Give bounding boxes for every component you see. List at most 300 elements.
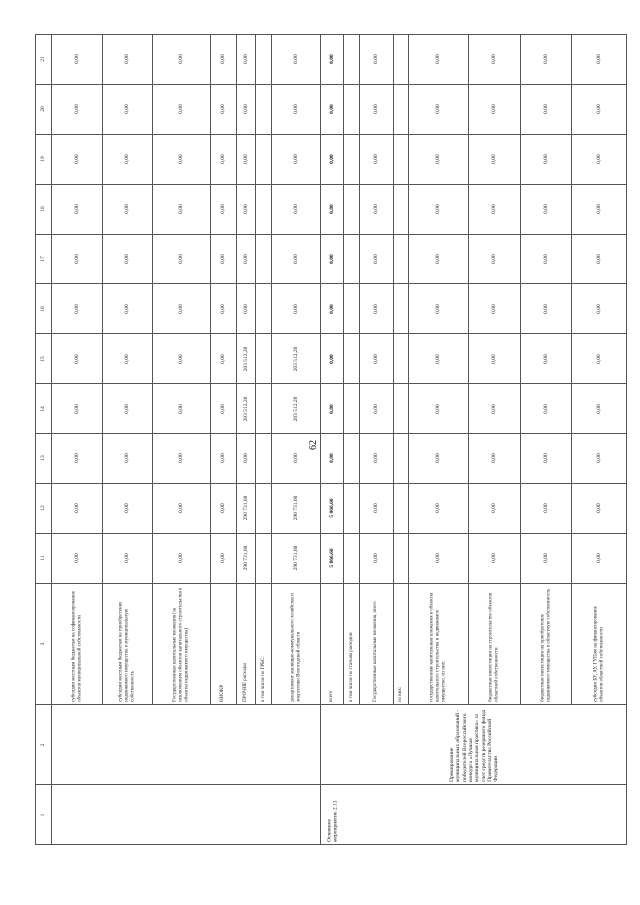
value-cell (256, 234, 272, 284)
budget-table-rotated (35, 34, 627, 844)
row-label: из них: (397, 686, 403, 702)
value-cell (271, 35, 320, 85)
value-cell (103, 533, 152, 583)
value-cell (321, 284, 344, 334)
cell-value: 0,00 (73, 403, 80, 414)
value-cell (152, 334, 210, 384)
cell-value: 0,00 (435, 304, 442, 314)
cell-value: 290 731,60 (292, 545, 299, 571)
row-label: субсидии местным бюджетам на софинансирование объектов муниципальной собственности (71, 590, 82, 702)
cell-value: 0,00 (124, 553, 131, 563)
column-number: 17 (40, 256, 47, 262)
value-cell (359, 384, 393, 434)
column-number-header (36, 234, 52, 284)
value-cell (572, 134, 627, 184)
column-number: 13 (40, 455, 47, 462)
cell-value: 0,00 (124, 104, 131, 115)
cell-value: 0,00 (491, 104, 498, 115)
cell-value: 0,00 (178, 304, 185, 314)
cell-value: 0,00 (292, 204, 299, 214)
value-cell (236, 234, 255, 284)
value-cell (409, 184, 469, 234)
column-number-header (36, 334, 52, 384)
cell-value: 0,00 (124, 54, 131, 65)
value-cell (103, 384, 152, 434)
row-label-cell (256, 583, 272, 705)
value-cell (152, 284, 210, 334)
value-cell (393, 483, 409, 533)
value-cell (103, 234, 152, 284)
value-cell (344, 234, 360, 284)
value-cell (51, 234, 103, 284)
value-cell (409, 84, 469, 134)
cell-value: 0,00 (373, 154, 380, 164)
value-cell (344, 384, 360, 434)
value-cell (393, 234, 409, 284)
column-number: 2 (40, 743, 47, 747)
cell-value: 0,00 (178, 154, 185, 164)
value-cell (321, 483, 344, 533)
cell-value: 0,00 (243, 453, 250, 464)
cell-value: 0,00 (73, 304, 80, 314)
column-number-header (36, 284, 52, 334)
cell-value: 0,00 (292, 104, 299, 115)
value-cell (409, 384, 469, 434)
row-label-cell (572, 583, 627, 705)
value-cell (344, 334, 360, 384)
value-cell (468, 84, 520, 134)
cell-value: 0,00 (243, 204, 250, 214)
value-cell (520, 334, 572, 384)
value-cell (321, 533, 344, 583)
column-number-header (36, 533, 52, 583)
value-cell (359, 483, 393, 533)
value-cell (256, 334, 272, 384)
value-cell (210, 284, 236, 334)
value-cell (271, 434, 320, 484)
value-cell (271, 533, 320, 583)
cell-value: 0,00 (178, 503, 185, 514)
value-cell (393, 533, 409, 583)
cell-value: 0,00 (435, 403, 442, 414)
value-cell (409, 134, 469, 184)
cell-value: 0,00 (178, 553, 185, 563)
table-row (36, 184, 627, 234)
cell-value: 0,00 (243, 254, 250, 264)
row-label-cell (210, 583, 236, 705)
value-cell (572, 384, 627, 434)
cell-value: 0,00 (124, 503, 131, 514)
value-cell (271, 234, 320, 284)
cell-value: 0,00 (542, 353, 549, 364)
cell-value: 0,00 (373, 54, 380, 65)
row-label-cell (520, 583, 572, 705)
value-cell (359, 234, 393, 284)
cell-value: 0,00 (542, 453, 549, 464)
value-cell (572, 334, 627, 384)
value-cell (344, 184, 360, 234)
value-cell (520, 284, 572, 334)
cell-value: 0,00 (435, 204, 442, 214)
cell-value: 0,00 (73, 154, 80, 164)
cell-value: 290 731,60 (292, 495, 299, 521)
value-cell (468, 35, 520, 85)
cell-value: 0,00 (596, 254, 603, 264)
value-cell (210, 234, 236, 284)
cell-value: 203 512,20 (292, 346, 299, 372)
column-number: 15 (40, 355, 47, 362)
value-cell (103, 284, 152, 334)
cell-value: 0,00 (73, 353, 80, 364)
value-cell (409, 483, 469, 533)
cell-value: 0,00 (220, 353, 227, 364)
cell-value: 0,00 (596, 204, 603, 214)
cell-value: 0,00 (73, 453, 80, 464)
value-cell (344, 434, 360, 484)
cell-value: 0,00 (435, 154, 442, 164)
cell-value: 0,00 (220, 553, 227, 563)
cell-value: 0,00 (373, 453, 380, 464)
cell-value: 0,00 (373, 254, 380, 264)
cell-value: 0,00 (542, 204, 549, 214)
table-row (36, 35, 627, 85)
value-cell (271, 334, 320, 384)
value-cell (520, 384, 572, 434)
table-row (36, 483, 627, 533)
cell-value: 0,00 (124, 403, 131, 414)
value-cell (51, 184, 103, 234)
cell-value: 0,00 (435, 104, 442, 115)
value-cell (359, 35, 393, 85)
column-number-header (36, 705, 52, 785)
value-cell (468, 234, 520, 284)
value-cell (468, 533, 520, 583)
cell-value: 0,00 (178, 104, 185, 115)
column-number: 1 (40, 813, 47, 816)
cell-value: 0,00 (373, 304, 380, 314)
cell-value: 0,00 (542, 154, 549, 164)
value-cell (572, 234, 627, 284)
value-cell (103, 334, 152, 384)
value-cell (393, 434, 409, 484)
value-cell (236, 84, 255, 134)
value-cell (409, 533, 469, 583)
row-label-cell (103, 583, 152, 705)
cell-value: 0,00 (329, 403, 336, 414)
value-cell (236, 483, 255, 533)
value-cell (359, 184, 393, 234)
row-label: субсидии местным бюджетам на приобретение недвижимого имущества в муниципальную собственность (118, 601, 136, 702)
value-cell (572, 533, 627, 583)
cell-value: 0,00 (596, 453, 603, 464)
cell-value: 0,00 (178, 453, 185, 464)
value-cell (409, 234, 469, 284)
value-cell (103, 184, 152, 234)
cell-value: 0,00 (124, 154, 131, 164)
value-cell (210, 434, 236, 484)
row-label: бюджетные инвестиции на приобретение недвижимого имущества в областную собственность (540, 588, 551, 702)
cell-value: 0,00 (220, 403, 227, 414)
value-cell (271, 184, 320, 234)
value-cell (344, 84, 360, 134)
cell-value: 0,00 (178, 403, 185, 414)
value-cell (51, 35, 103, 85)
value-cell (152, 234, 210, 284)
cell-value: 0,00 (596, 353, 603, 364)
value-cell (271, 84, 320, 134)
cell-value: 0,00 (491, 254, 498, 264)
value-cell (103, 434, 152, 484)
value-cell (51, 284, 103, 334)
table-row (36, 334, 627, 384)
cell-value: 0,00 (220, 104, 227, 115)
event-code-cell (321, 785, 627, 845)
cell-value: 0,00 (373, 503, 380, 514)
value-cell (51, 384, 103, 434)
row-label: субсидии БУ, АУ, ГУПам на финансирование объектов областной собственности (593, 606, 605, 702)
cell-value: 0,00 (491, 503, 498, 514)
row-label-cell (271, 583, 320, 705)
cell-value: 0,00 (73, 503, 80, 514)
label-row (36, 583, 627, 705)
previous-event-code-cell (51, 785, 321, 845)
value-cell (572, 84, 627, 134)
value-cell (468, 483, 520, 533)
value-cell (256, 284, 272, 334)
row-label-cell (409, 583, 469, 705)
value-cell (393, 184, 409, 234)
table-row (36, 84, 627, 134)
value-cell (236, 434, 255, 484)
value-cell (210, 134, 236, 184)
event-name-cell (321, 705, 627, 785)
cell-value: 203 512,20 (292, 396, 299, 421)
value-cell (152, 84, 210, 134)
value-cell (152, 483, 210, 533)
value-cell (359, 284, 393, 334)
value-cell (271, 384, 320, 434)
cell-value: 0,00 (292, 304, 299, 314)
cell-value: 0,00 (220, 154, 227, 164)
value-cell (359, 84, 393, 134)
cell-value: 0,00 (292, 154, 299, 164)
value-cell (321, 384, 344, 434)
value-cell (321, 35, 344, 85)
column-number-header (36, 434, 52, 484)
event-code-row (36, 785, 627, 845)
value-cell (393, 35, 409, 85)
value-cell (572, 35, 627, 85)
cell-value: 0,00 (491, 154, 498, 164)
value-cell (51, 334, 103, 384)
value-cell (359, 334, 393, 384)
row-label-cell (236, 583, 255, 705)
row-label: Государственные капитальные вложения (за исключением объектов капитального строительства в объекты недвижимого имущества) (172, 587, 190, 702)
cell-value: 0,00 (329, 104, 336, 115)
cell-value: 0,00 (596, 553, 603, 563)
table-row (36, 533, 627, 583)
value-cell (520, 134, 572, 184)
value-cell (271, 284, 320, 334)
value-cell (468, 284, 520, 334)
cell-value: 0,00 (542, 104, 549, 115)
cell-value: 0,00 (542, 304, 549, 314)
previous-event-name-cell (51, 705, 321, 785)
value-cell (236, 533, 255, 583)
row-label: в том числе по ГРБС: (260, 656, 266, 702)
cell-value: 0,00 (124, 254, 131, 264)
value-cell (271, 483, 320, 533)
cell-value: 0,00 (329, 453, 336, 464)
cell-value: 0,00 (220, 503, 227, 514)
cell-value: 290 731,60 (243, 545, 250, 571)
event-code: Основное мероприятие 2.13 (326, 800, 340, 842)
value-cell (51, 533, 103, 583)
value-cell (256, 533, 272, 583)
value-cell (572, 483, 627, 533)
column-number-header (36, 785, 52, 845)
value-cell (468, 184, 520, 234)
cell-value: 0,00 (491, 54, 498, 65)
cell-value: 0,00 (435, 54, 442, 65)
cell-value: 0,00 (220, 54, 227, 65)
cell-value: 0,00 (124, 304, 131, 314)
column-number-header (36, 184, 52, 234)
table-row (36, 284, 627, 334)
cell-value: 0,00 (220, 254, 227, 264)
cell-value: 0,00 (220, 304, 227, 314)
value-cell (321, 184, 344, 234)
value-cell (236, 184, 255, 234)
cell-value: 0,00 (491, 304, 498, 314)
cell-value: 0,00 (596, 154, 603, 164)
row-label-cell (468, 583, 520, 705)
cell-value: 0,00 (329, 254, 336, 264)
cell-value: 0,00 (596, 54, 603, 65)
cell-value: 0,00 (329, 353, 336, 364)
cell-value: 0,00 (435, 254, 442, 264)
value-cell (256, 483, 272, 533)
cell-value: 0,00 (373, 553, 380, 563)
cell-value: 290 731,60 (243, 495, 250, 521)
cell-value: 0,00 (329, 304, 336, 314)
value-cell (393, 134, 409, 184)
column-number: 19 (40, 156, 47, 162)
cell-value: 0,00 (243, 154, 250, 164)
value-cell (344, 35, 360, 85)
cell-value: 0,00 (373, 403, 380, 414)
budget-table (35, 34, 627, 845)
column-number: 12 (40, 505, 47, 512)
value-cell (152, 434, 210, 484)
cell-value: 0,00 (124, 453, 131, 464)
value-cell (344, 284, 360, 334)
cell-value: 5 066,60 (329, 498, 336, 518)
value-cell (210, 35, 236, 85)
column-number: 3 (40, 642, 47, 646)
column-number-header (36, 384, 52, 434)
value-cell (468, 434, 520, 484)
table-row (36, 384, 627, 434)
value-cell (344, 533, 360, 583)
value-cell (520, 184, 572, 234)
value-cell (152, 533, 210, 583)
value-cell (210, 483, 236, 533)
column-number-header (36, 35, 52, 85)
cell-value: 0,00 (124, 204, 131, 214)
value-cell (468, 134, 520, 184)
column-number-header (36, 84, 52, 134)
cell-value: 0,00 (373, 353, 380, 364)
event-name: Премирование муниципальных образований - победителей Всероссийского конкурса «Лучшая муниципальная практика» за счет средств резервного фонда Правительства Российской Федерации (448, 709, 499, 782)
column-number: 21 (40, 56, 47, 63)
table-row (36, 234, 627, 284)
cell-value: 0,00 (542, 254, 549, 264)
value-cell (256, 134, 272, 184)
value-cell (210, 184, 236, 234)
cell-value: 0,00 (178, 204, 185, 214)
cell-value: 0,00 (178, 353, 185, 364)
value-cell (236, 284, 255, 334)
cell-value: 0,00 (435, 503, 442, 514)
cell-value: 0,00 (73, 254, 80, 264)
cell-value: 0,00 (329, 54, 336, 65)
value-cell (51, 134, 103, 184)
cell-value: 0,00 (491, 204, 498, 214)
value-cell (103, 84, 152, 134)
value-cell (256, 84, 272, 134)
table-row (36, 434, 627, 484)
value-cell (321, 334, 344, 384)
value-cell (393, 284, 409, 334)
value-cell (468, 384, 520, 434)
cell-value: 0,00 (178, 54, 185, 65)
cell-value: 0,00 (542, 403, 549, 414)
value-cell (520, 533, 572, 583)
value-cell (321, 234, 344, 284)
value-cell (409, 434, 469, 484)
value-cell (344, 483, 360, 533)
column-number-header (36, 483, 52, 533)
value-cell (236, 334, 255, 384)
value-cell (468, 334, 520, 384)
cell-value: 0,00 (73, 104, 80, 115)
value-cell (103, 483, 152, 533)
cell-value: 0,00 (124, 353, 131, 364)
cell-value: 0,00 (435, 553, 442, 563)
column-number: 20 (40, 106, 47, 113)
cell-value: 0,00 (73, 204, 80, 214)
value-cell (572, 434, 627, 484)
value-cell (359, 134, 393, 184)
cell-value: 0,00 (542, 503, 549, 514)
value-cell (210, 334, 236, 384)
column-number: 16 (40, 306, 47, 312)
value-cell (152, 35, 210, 85)
cell-value: 0,00 (220, 204, 227, 214)
row-label: всего (329, 690, 335, 702)
value-cell (359, 434, 393, 484)
cell-value: 0,00 (542, 553, 549, 563)
cell-value: 5 066,60 (329, 548, 336, 568)
row-label: Государственные капитальные вложения, всего (373, 601, 379, 702)
column-number-header (36, 583, 52, 705)
column-number: 18 (40, 206, 47, 212)
value-cell (210, 384, 236, 434)
value-cell (256, 184, 272, 234)
event-name-row (36, 705, 627, 785)
cell-value: 0,00 (73, 553, 80, 563)
